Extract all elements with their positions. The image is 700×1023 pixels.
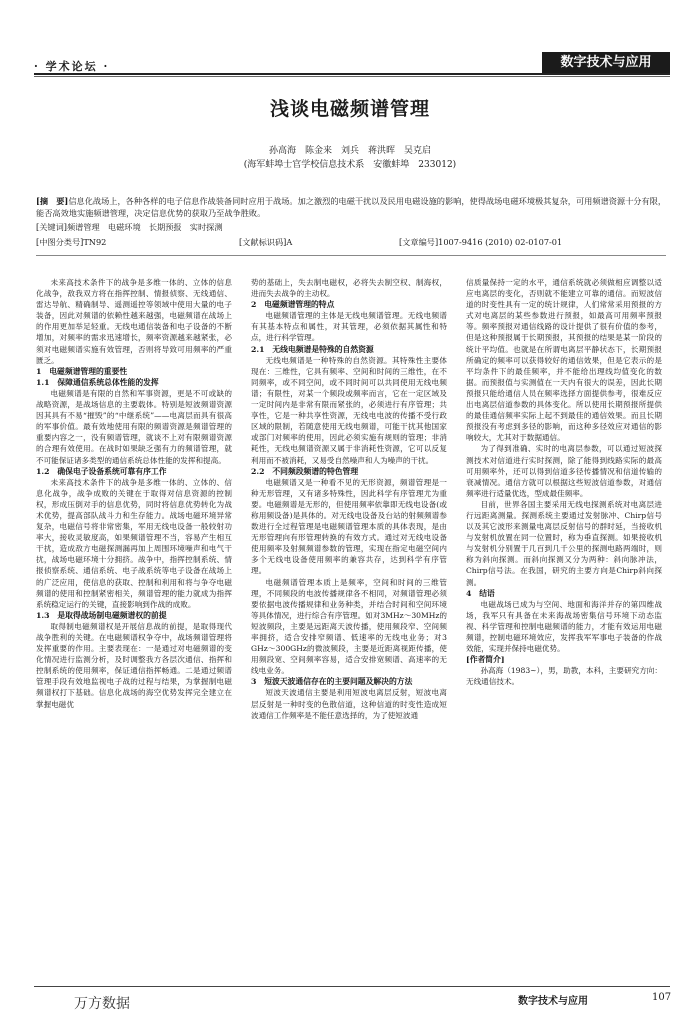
paragraph: 短波天波通信主要是利用短波电离层反射，短波电离层反射是一种时变的色散信道，这种信道的时变性造成短波通信工作频率是不能任意选择的，为了使短波通 bbox=[251, 688, 447, 720]
footer-rule bbox=[34, 986, 670, 987]
paragraph: 电磁频谱管理的主体是无线电频谱管理。无线电频谱有其基本特点和属性，对其管理，必须依据其属性和特点，进行科学管理。 bbox=[251, 311, 447, 343]
subsection-heading: 2.2 不同频段频谱的特色管理 bbox=[251, 466, 359, 476]
paragraph: 无线电频谱是一种特殊的自然资源。其特殊性主要体现在：三维性，它具有频率、空间和时间的三维性，在不同频率，或不同空间，或不同时间可以共同使用无线电频谱；有限性，对某一个频段或频率而言，它在一定区域及一定时间内是非常有限而紧张的，必须进行有序管理；共享性，它是一种共享性资源，无线电电波的传播不受行政区域的限制，若随意使用无线电频谱，可能干扰其他国家或部门对频率的使用，因此必须实施有规则的管理；非消耗性，无线电频谱资源又属于非消耗性资源，它可以反复利用而不被消耗，又易受自然噪声和人为噪声的干扰。 bbox=[251, 355, 447, 465]
section-heading: 2 电磁频谱管理的特点 bbox=[251, 300, 335, 310]
paragraph: 势的基础上，失去制电磁权，必将失去制空权、制海权，进而失去战争的主动权。 bbox=[251, 278, 447, 299]
keywords-text: 频谱管理 电磁环境 长期预报 实时探测 bbox=[66, 222, 223, 232]
paragraph: 电磁频谱又是一种看不见的无形资源，频谱管理是一种无形管理，又有诸多特殊性，因此科学有序管理尤为重要。电磁频谱是无形的，但使用频率依靠即无线电设备(或称用频设备)是具体的。对无线电设备及台站的射频频谱参数进行全过程管理是电磁频谱管理本质的具体表现，是由无形管理向有形管理转换的有效方式。通过对无线电设备使用频率及射频频谱参数的管理，实现在指定电磁空间内多个无线电设备使用频率的兼容共存，达到科学有序管理。 bbox=[251, 477, 447, 576]
database-watermark: 万方数据 bbox=[74, 996, 130, 1012]
journal-badge: 数字技术与应用 bbox=[542, 52, 670, 73]
abstract-text: 信息化战场上，各种各样的电子信息作战装备同时应用于战场。加之激烈的电磁干扰以及民用电磁设施的影响，使得战场电磁环境极其复杂，可用频谱资源十分有限，能否高效地实施频谱管理，决定信息优势的获取乃至战争胜败。 bbox=[36, 196, 667, 218]
section-tag: · 学术论坛 · bbox=[34, 60, 110, 73]
article-title: 浅谈电磁频谱管理 bbox=[269, 98, 430, 120]
subsection-heading: 1.1 保障通信系统总体性能的发挥 bbox=[36, 377, 159, 387]
abstract bbox=[36, 195, 666, 219]
paragraph: 未来高技术条件下的战争是多维一体的、立体的信息化战争，敌我双方将在指挥控制、情报侦察、无线通信、雷达导航、精确制导、遥测遥控等领域中使用大量的电子装备，因此对频谱的依赖性越来越强，电磁频谱在战场上的作用更加举足轻重。无线电通信装备和电子设备的不断增加，对频率的需求迅速增长，频率资源越来越紧张，必须对电磁频谱实施有效管理，否则将导致可用频率的严重匮乏。 bbox=[36, 278, 232, 365]
paragraph: 目前，世界各国主要采用无线电探测系统对电离层进行远距离测量。探测系统主要通过发射脉冲、Chirp信号以及其它波形来测量电离层反射信号的群时延，当接收机与发射机放置在同一位置时，称为垂直探测。如果接收机与发射机分别置于几百到几千公里的探测电路两端时，则称为斜向探测。而斜向探测又分为两种：斜向脉冲法，Chirp信号法。在我国，研究的主要方向是Chirp斜向探测。 bbox=[466, 499, 662, 587]
subsection-heading: 1.3 是取得战场制电磁频谱权的前提 bbox=[36, 610, 167, 620]
paragraph: 电磁战场已成为与空间、地面和海洋并存的第四维战场，我军只有具备在未来海战场密集信号环境下动态监视、科学管理和控制电磁频谱的能力，才能有效运用电磁频谱，控制电磁环境效应，发挥我军军事电子装备的作战效能，实现并保持电磁优势。 bbox=[466, 599, 662, 654]
section-heading: 4 结语 bbox=[466, 588, 495, 598]
author-intro: 孙高海（1983~），男，助教，本科，主要研究方向：无线通信技术。 bbox=[466, 666, 662, 687]
body-column-1 bbox=[36, 277, 232, 710]
clc-number: [中图分类号]TN92 bbox=[36, 237, 107, 247]
page-number: 107 bbox=[652, 992, 672, 1003]
section-heading: 1 电磁频谱管理的重要性 bbox=[36, 366, 128, 376]
article-authors: 孙高海 陈金来 刘兵 蒋洪晖 吴克启 bbox=[268, 146, 431, 156]
keywords-label: [关键词] bbox=[36, 222, 67, 232]
body-column-3 bbox=[466, 277, 662, 687]
paragraph: 电磁频谱是有限的自然和军事资源，更是不可或缺的战略资源，是战场信息的主要载体。特别是短波频谱资源因其具有不易“摧毁”的“中继系统”——电离层而具有很高的军事价值。最有效地使用有限的频谱资源是频谱管理的重要内容之一，没有频谱管理，就谈不上对有限频谱资源的合理有效使用。在战时如果缺乏强有力的频谱管理，就不可能保证诸多类型的通信系统总体性能的发挥和提高。 bbox=[36, 388, 232, 465]
document-code: [文献标识码]A bbox=[239, 237, 293, 247]
body-column-2 bbox=[251, 277, 447, 721]
subsection-heading: 1.2 确保电子设备系统可靠有序工作 bbox=[36, 466, 167, 476]
paragraph: 信质量保持一定的水平，通信系统就必须做相应调整以适应电离层的变化，否则就不能建立可靠的通信。而短波信道的时变性具有一定的统计规律，人们常常采用预报的方式对电离层的某些参数进行预报，如最高可用频率预报等。频率预报对通信线路的设计提供了很有价值的参考，但是这种预报属于长期预报，其预报的结果是某一阶段的统计平均值。也就是在所谓电离层平静状态下，长期预报所确定的频率可以获得较好的通信效果，但是它表示的是平均条件下的最佳频率，并不能给出理线均值变化的数据。而预报值与实测值在一天内有很大的误差，因此长期预报只能给通信人员在频率选择方面提供参考，很难反应出电离层信道参数的具体变化。所以使用长期预报所提供的最佳通信频率实际上起不到最佳的通信效果。而且长期预报没有考虑到多径的影响，而这种多径效应对通信的影响较大，尤其对于数据通信。 bbox=[466, 278, 662, 443]
header-rule bbox=[34, 73, 670, 75]
header-rule-thin bbox=[34, 76, 670, 77]
author-intro-label: [作者简介] bbox=[466, 655, 505, 665]
section-heading: 3 短波天波通信存在的主要问题及解决的方法 bbox=[251, 677, 413, 687]
paragraph: 未来高技术条件下的战争是多维一体的、立体的、信息化战争，战争成败的关键在于取得对信息资源的控制权，形成压倒对手的信息优势，同时将信息优势转化为战术优势，提高部队战斗力和生存能力。战场电磁环境异常复杂，电磁信号将非常密集，军用无线电设备一般较射功率大，接收灵敏度高，如果频谱管理不当，容易产生相互干扰，造成敌方电磁探测漏再加上周围环境噪声和电气干扰，战场电磁环境十分拥挤。战争中，指挥控制系统、情报侦察系统、通信系统、电子战系统等电子设备在战场上的广泛应用，使信息的获取、控制和利用和将与争夺电磁频谱的使用和控制紧密相关，频谱管理的能力就成为指挥系统稳定运行的关键，直接影响到作战的成败。 bbox=[36, 477, 232, 609]
article-number: [文章编号]1007-9416 (2010) 02-0107-01 bbox=[399, 237, 563, 247]
paragraph: 电磁频谱管理本质上是频率，空间和时间的三维管理，不同频段的电波传播规律各不相同，对频谱管理必须要依据电波传播规律和业务种类，并结合时间和空间环境等具体情况，进行综合有序管理。如对3MHz～30MHz的短波频段，主要是远距离天波传播，使用频段窄、空间频率拥挤，适合安排窄频谱、低速率的无线电业务；对3 GHz～300GHz的微波频段，主要是近距离视距传播，使用频段宽、空间频率容易，适合安排宽频谱、高速率的无线电业务。 bbox=[251, 577, 447, 676]
paragraph: 为了得到准确、实时的电离层参数，可以通过短波探测技术对信道进行实时探测，除了能得到线路实际的最高可用频率外，还可以得到信道多径传播情况和信道传输的衰减情况。通信方就可以根据这些短波信道参数，对通信频率进行适量优选，型成最佳频率。 bbox=[466, 444, 662, 498]
keywords bbox=[36, 221, 666, 233]
footer-journal-name: 数字技术与应用 bbox=[518, 996, 588, 1007]
abstract-rule bbox=[36, 255, 666, 256]
article-affiliation: (海军蚌埠士官学校信息技术系 安徽蚌埠 233012) bbox=[243, 160, 457, 170]
subsection-heading: 2.1 无线电频谱是特殊的自然资源 bbox=[251, 344, 374, 354]
classification-row bbox=[36, 237, 666, 249]
paragraph: 取得制电磁频谱权是开展信息战的前提，是取得现代战争胜利的关键。在电磁频谱权争夺中，战场频谱管理将发挥重要的作用。主要表现在：一是通过对电磁频谱的变化情况进行监测分析，及时调整我方各层次通信、指挥和控制系统的使用频率，保证通信指挥畅通。二是通过频谱管理手段有效地监视电子战的过程与结果，为掌握制电磁频谱权打下基础。信息化战场的海空优势发挥完全建立在掌握电磁优 bbox=[36, 621, 232, 709]
abstract-label: [摘 要] bbox=[36, 196, 69, 206]
